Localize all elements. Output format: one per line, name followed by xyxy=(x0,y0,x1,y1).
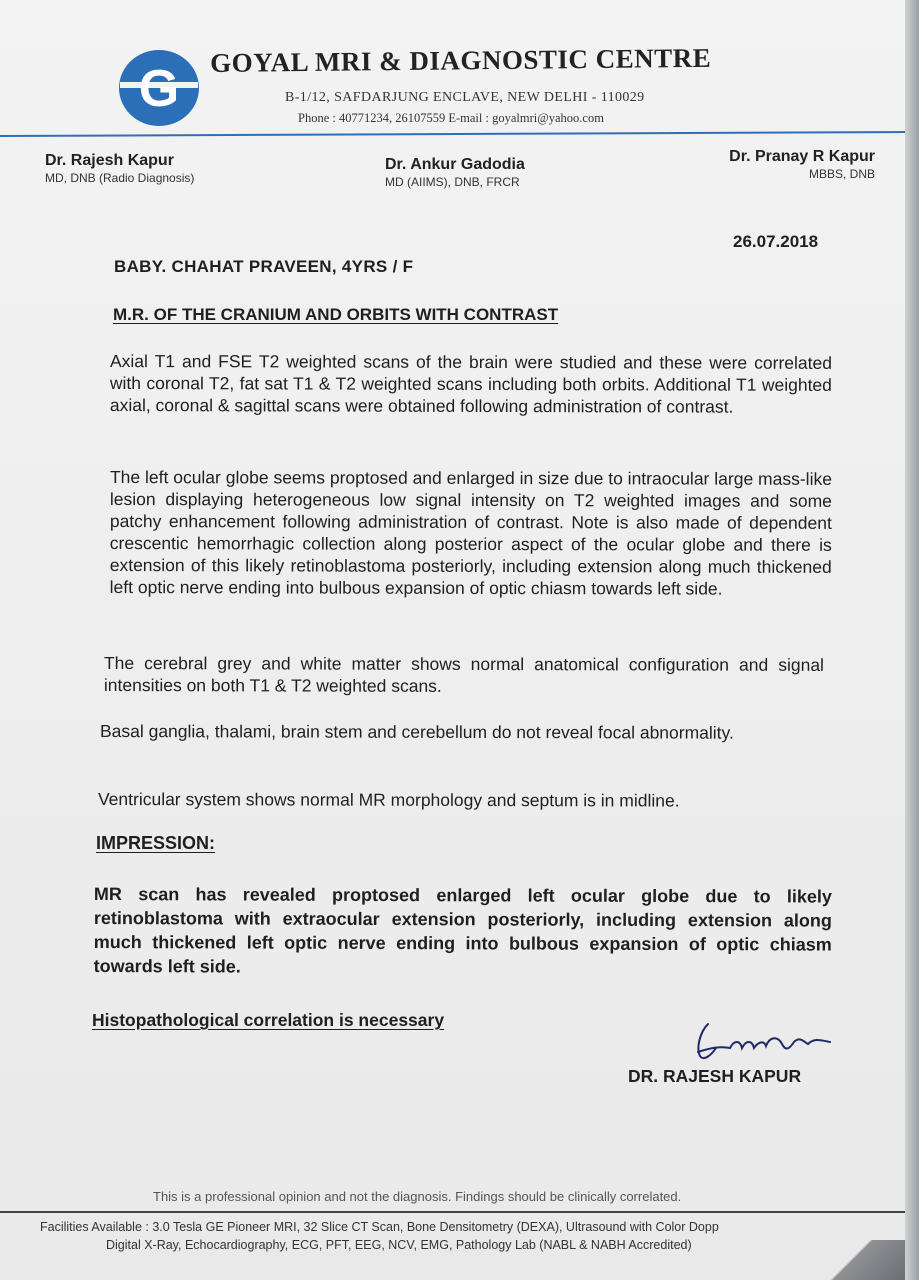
doctor-1 xyxy=(45,152,194,185)
histopathology-note: Histopathological correlation is necessary xyxy=(92,1010,445,1030)
paper-edge-shadow xyxy=(905,0,919,1280)
signatory-name: DR. RAJESH KAPUR xyxy=(628,1066,802,1086)
header-divider xyxy=(0,131,905,137)
doctor-3 xyxy=(729,148,875,181)
centre-address: B-1/12, SAFDARJUNG ENCLAVE, NEW DELHI - 110029 xyxy=(285,90,645,105)
doctor-name: Dr. Pranay R Kapur xyxy=(729,148,875,165)
centre-contact: Phone : 40771234, 26107559 E-mail : goyalmri@yahoo.com xyxy=(298,111,604,125)
doctor-qualification: MBBS, DNB xyxy=(808,167,875,181)
findings-paragraph: Axial T1 and FSE T2 weighted scans of the brain were studied and these were correlated with coronal T2, fat sat T1 & T2 weighted scans including both orbits. Additional T1 weighted axial, coronal & sagittal scans were obtained following administration of contrast. xyxy=(109,351,832,417)
findings-paragraph: The cerebral grey and white matter shows normal anatomical configuration and signal intensities on both T1 & T2 weighted scans. xyxy=(103,653,824,696)
findings-paragraph: The left ocular globe seems proptosed and enlarged in size due to intraocular large mass-like lesion displaying heterogeneous low signal intensity on T2 weighted images and some patchy enhancement following administration of contrast. Note is also made of dependent crescentic hemorrhagic collection along posterior aspect of the ocular globe and there is extension of this likely retinoblastoma posteriorly, including extension along much thickened left optic nerve ending into bulbous expansion of optic chiasm towards left side. xyxy=(109,467,832,599)
study-title: M.R. OF THE CRANIUM AND ORBITS WITH CONTRAST xyxy=(113,305,559,324)
doctor-qualification: MD, DNB (Radio Diagnosis) xyxy=(45,171,195,185)
impression-text: MR scan has revealed proptosed enlarged left ocular globe due to likely retinoblastoma with extraocular extension posteriorly, including extension along much thickened left optic nerve ending into bulbous expansion of optic chiasm towards left side. xyxy=(93,884,832,977)
facilities-line: Facilities Available : 3.0 Tesla GE Pioneer MRI, 32 Slice CT Scan, Bone Densitometry (DEXA), Ultrasound with Color Dopp xyxy=(40,1220,719,1234)
findings-paragraph: Basal ganglia, thalami, brain stem and cerebellum do not reveal focal abnormality. xyxy=(99,721,734,743)
centre-logo xyxy=(118,48,200,128)
handwritten-signature xyxy=(690,1018,840,1066)
disclaimer: This is a professional opinion and not the diagnosis. Findings should be clinically correlated. xyxy=(153,1189,682,1204)
doctor-2 xyxy=(385,156,525,189)
report-date: 26.07.2018 xyxy=(733,232,819,251)
logo-letter: G xyxy=(138,60,180,118)
footer-divider xyxy=(0,1211,905,1213)
centre-name: GOYAL MRI & DIAGNOSTIC CENTRE xyxy=(210,42,712,78)
doctor-qualification: MD (AIIMS), DNB, FRCR xyxy=(385,175,520,189)
doctor-name: Dr. Rajesh Kapur xyxy=(45,152,174,169)
facilities-list xyxy=(40,1218,900,1254)
impression-heading: IMPRESSION: xyxy=(96,833,216,853)
facilities-line: Digital X-Ray, Echocardiography, ECG, PFT, EEG, NCV, EMG, Pathology Lab (NABL & NABH Accredited) xyxy=(106,1238,692,1252)
findings-paragraph: Ventricular system shows normal MR morphology and septum is in midline. xyxy=(97,789,680,811)
paper-corner-shadow xyxy=(795,1240,905,1280)
doctor-name: Dr. Ankur Gadodia xyxy=(385,156,525,173)
patient-info: BABY. CHAHAT PRAVEEN, 4YRS / F xyxy=(114,257,414,276)
